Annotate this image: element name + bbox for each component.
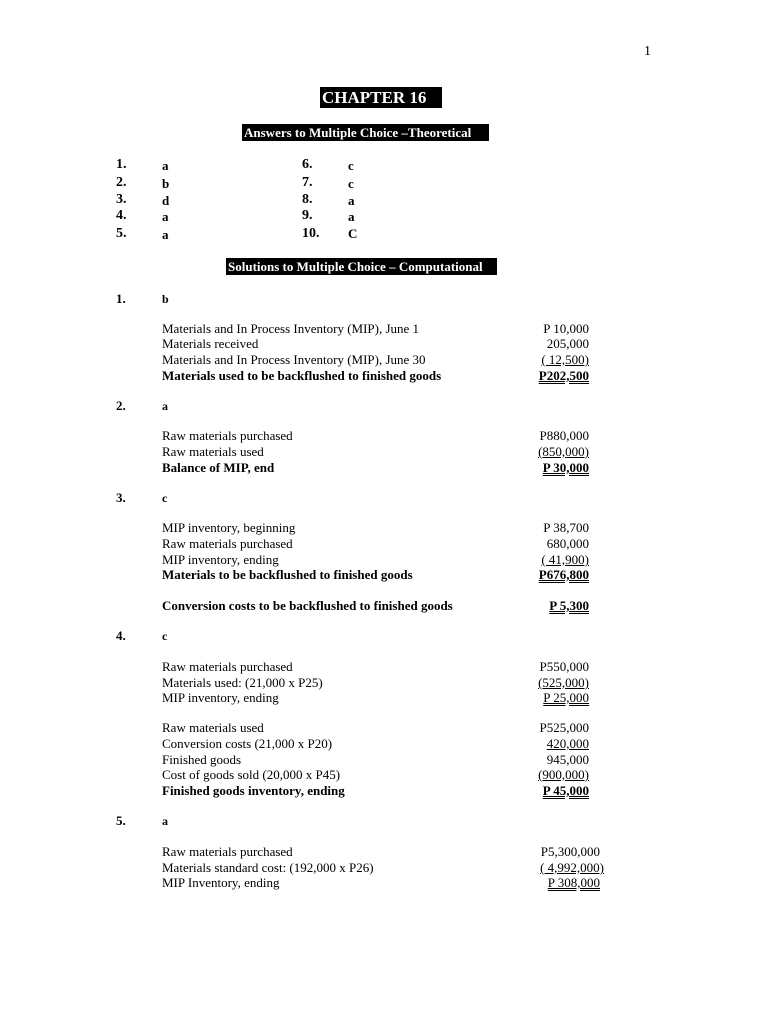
total-label: Materials used to be backflushed to finished goods (162, 368, 442, 383)
question-number: 2. (116, 398, 126, 413)
line-label: Materials and In Process Inventory (MIP), June 30 (162, 352, 426, 367)
question-number: 4. (116, 628, 126, 643)
line-label: MIP inventory, ending (162, 552, 279, 567)
line-label: MIP inventory, beginning (162, 520, 296, 535)
question-number: 1. (116, 291, 126, 306)
line-label: MIP Inventory, ending (162, 875, 280, 890)
mc-answer: a (162, 209, 169, 224)
line-value: P 25,000 (543, 690, 589, 705)
mc-number: 5. (116, 226, 127, 241)
line-value: 420,000 (546, 736, 589, 751)
mc-answer: c (348, 158, 354, 173)
line-value: (850,000) (538, 444, 589, 459)
mc-number: 6. (302, 157, 313, 172)
mc-number: 1. (116, 157, 127, 172)
line-label: Raw materials used (162, 720, 264, 735)
line-label: Raw materials purchased (162, 428, 293, 443)
computational-heading: Solutions to Multiple Choice – Computational (226, 258, 497, 275)
line-value: P525,000 (539, 720, 589, 735)
question-answer: a (162, 399, 168, 413)
line-label: Raw materials used (162, 444, 264, 459)
line-value: P550,000 (539, 659, 589, 674)
line-value: 945,000 (546, 752, 589, 767)
line-label: Conversion costs (21,000 x P20) (162, 736, 333, 751)
line-label: Finished goods (162, 752, 242, 767)
question-number: 3. (116, 490, 126, 505)
mc-answer: a (162, 227, 169, 242)
line-value: P5,300,000 (540, 844, 600, 859)
page-number: 1 (644, 44, 651, 59)
line-value: (525,000) (538, 675, 589, 690)
mc-answer: d (162, 193, 170, 208)
mc-number: 2. (116, 175, 127, 190)
mc-answer: b (162, 176, 170, 191)
line-label: Raw materials purchased (162, 659, 293, 674)
chapter-title: CHAPTER 16 (320, 87, 442, 108)
line-value: ( 4,992,000) (540, 860, 604, 875)
mc-number: 7. (302, 175, 313, 190)
line-label: Materials received (162, 336, 259, 351)
line-label: Materials and In Process Inventory (MIP), June 1 (162, 321, 420, 336)
mc-answer: a (162, 158, 169, 173)
line-value: P 308,000 (547, 875, 600, 890)
question-number: 5. (116, 813, 126, 828)
line-label: MIP inventory, ending (162, 690, 279, 705)
total-value: P 5,300 (549, 598, 589, 613)
question-answer: c (162, 629, 168, 643)
total-value: P676,800 (538, 567, 589, 582)
theoretical-heading: Answers to Multiple Choice –Theoretical (242, 124, 489, 141)
line-value: ( 12,500) (541, 352, 589, 367)
line-value: P880,000 (539, 428, 589, 443)
line-label: Materials used: (21,000 x P25) (162, 675, 323, 690)
total-label: Materials to be backflushed to finished goods (162, 567, 413, 582)
line-label: Raw materials purchased (162, 844, 293, 859)
total-value: P202,500 (538, 368, 589, 383)
line-label: Raw materials purchased (162, 536, 293, 551)
line-value: P 38,700 (543, 520, 589, 535)
mc-answer: a (348, 209, 355, 224)
total-label: Conversion costs to be backflushed to finished goods (162, 598, 453, 613)
mc-number: 8. (302, 192, 313, 207)
question-answer: a (162, 814, 168, 828)
mc-number: 10. (302, 226, 320, 241)
mc-number: 9. (302, 208, 313, 223)
line-label: Cost of goods sold (20,000 x P45) (162, 767, 341, 782)
mc-answer: c (348, 176, 354, 191)
total-label: Finished goods inventory, ending (162, 783, 345, 798)
total-value: P 45,000 (542, 783, 589, 798)
line-value: P 10,000 (543, 321, 589, 336)
line-label: Materials standard cost: (192,000 x P26) (162, 860, 374, 875)
question-answer: b (162, 292, 169, 306)
mc-number: 3. (116, 192, 127, 207)
line-value: ( 41,900) (541, 552, 589, 567)
line-value: (900,000) (538, 767, 589, 782)
mc-answer: C (348, 226, 358, 241)
total-value: P 30,000 (542, 460, 589, 475)
mc-answer: a (348, 193, 355, 208)
line-value: 680,000 (546, 536, 589, 551)
question-answer: c (162, 491, 168, 505)
mc-number: 4. (116, 208, 127, 223)
total-label: Balance of MIP, end (162, 460, 275, 475)
line-value: 205,000 (546, 336, 589, 351)
